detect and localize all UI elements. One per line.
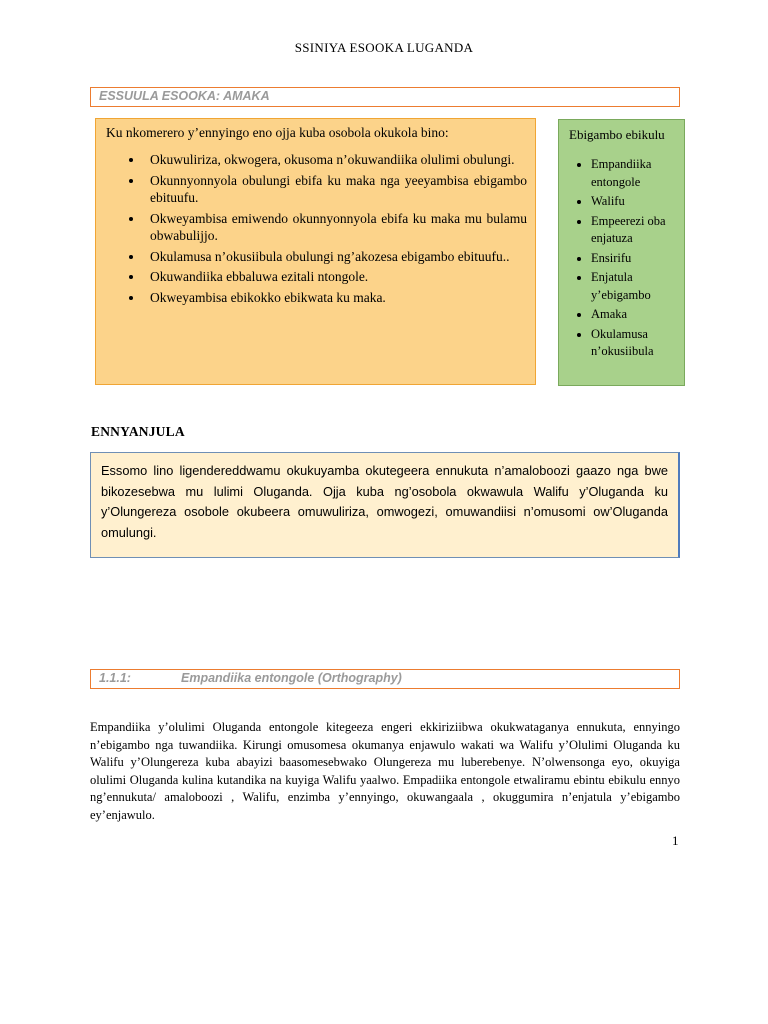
keyword-item: • Empandiika entongole: [591, 156, 678, 191]
subsection-bar: [90, 669, 680, 689]
intro-heading: ENNYANJULA: [91, 424, 185, 439]
objective-item: • Okuwuliriza, okwogera, okusoma n’okuwandiika olulimi obulungi.: [144, 151, 527, 169]
subsection-title: Empandiika entongole (Orthography): [181, 671, 402, 685]
keywords-list: [567, 156, 678, 361]
objectives-intro: Ku nkomerero y’ennyingo eno ojja kuba osobola okukola bino:: [106, 125, 449, 140]
objective-item: • Okunnyonnyola obulungi ebifa ku maka nga yeeyambisa ebigambo ebituufu.: [144, 172, 527, 207]
objectives-list: [106, 151, 527, 306]
objective-item: • Okweyambisa emiwendo okunnyonnyola ebifa ku maka mu bulamu obwabulijjo.: [144, 210, 527, 245]
keywords-title: Ebigambo ebikulu: [569, 127, 665, 142]
objective-item: • Okulamusa n’okusiibula obulungi ng’akozesa ebigambo ebituufu..: [144, 248, 527, 266]
keyword-item: • Amaka: [591, 306, 678, 324]
objectives-box: [95, 118, 536, 385]
keyword-item: • Walifu: [591, 193, 678, 211]
keyword-item: • Empeerezi oba enjatuza: [591, 213, 678, 248]
page-number: 1: [672, 833, 679, 848]
keyword-item: • Okulamusa n’okusiibula: [591, 326, 678, 361]
body-paragraph: Empandiika y’olulimi Oluganda entongole kitegeeza engeri ekkiriziibwa okukwataganya ennukuta, ennyingo n’ebigambo nga tuwandiika. Kirungi omusomesa okumanya enjawulo wakati wa Walifu y’Olulimi Oluganda ku Walifu y’Olungereza kuba abayizi baasomesebwako Olungereza mu luberebenye. N’olwensonga eyo, okuyiga olulimi Oluganda kulina kutandika na kuyiga Walifu yaalwo. Empadiika entongole etwaliramu ebintu ebikulu ennyo ng’ennukuta/ amaloboozi , Walifu, enzimba y’ennyingo, okuwangaala , okuggumira n’enjatula y’ebigambo ey’enjawulo.: [90, 720, 680, 822]
objective-item: • Okweyambisa ebikokko ebikwata ku maka.: [144, 289, 527, 307]
keywords-box: [558, 119, 685, 386]
intro-box: Essomo lino ligendereddwamu okukuyamba okutegeera ennukuta n’amaloboozi gaazo nga bwe bikozesebwa mu lulimi Oluganda. Ojja kuba ng’osobola okwawula Walifu y’Oluganda ku y’Olungereza osobole okubeera omuwuliriza, omwogezi, omuwandiisi n’omusomi ow’Oluganda omulungi.: [90, 452, 680, 558]
lesson-title-bar: ESSUULA ESOOKA: AMAKA: [90, 87, 680, 107]
page-title: SSINIYA ESOOKA LUGANDA: [294, 40, 474, 55]
keyword-item: • Enjatula y’ebigambo: [591, 269, 678, 304]
objective-item: • Okuwandiika ebbaluwa ezitali ntongole.: [144, 268, 527, 286]
keyword-item: • Ensirifu: [591, 250, 678, 268]
subsection-number: 1.1.1:: [99, 671, 131, 685]
